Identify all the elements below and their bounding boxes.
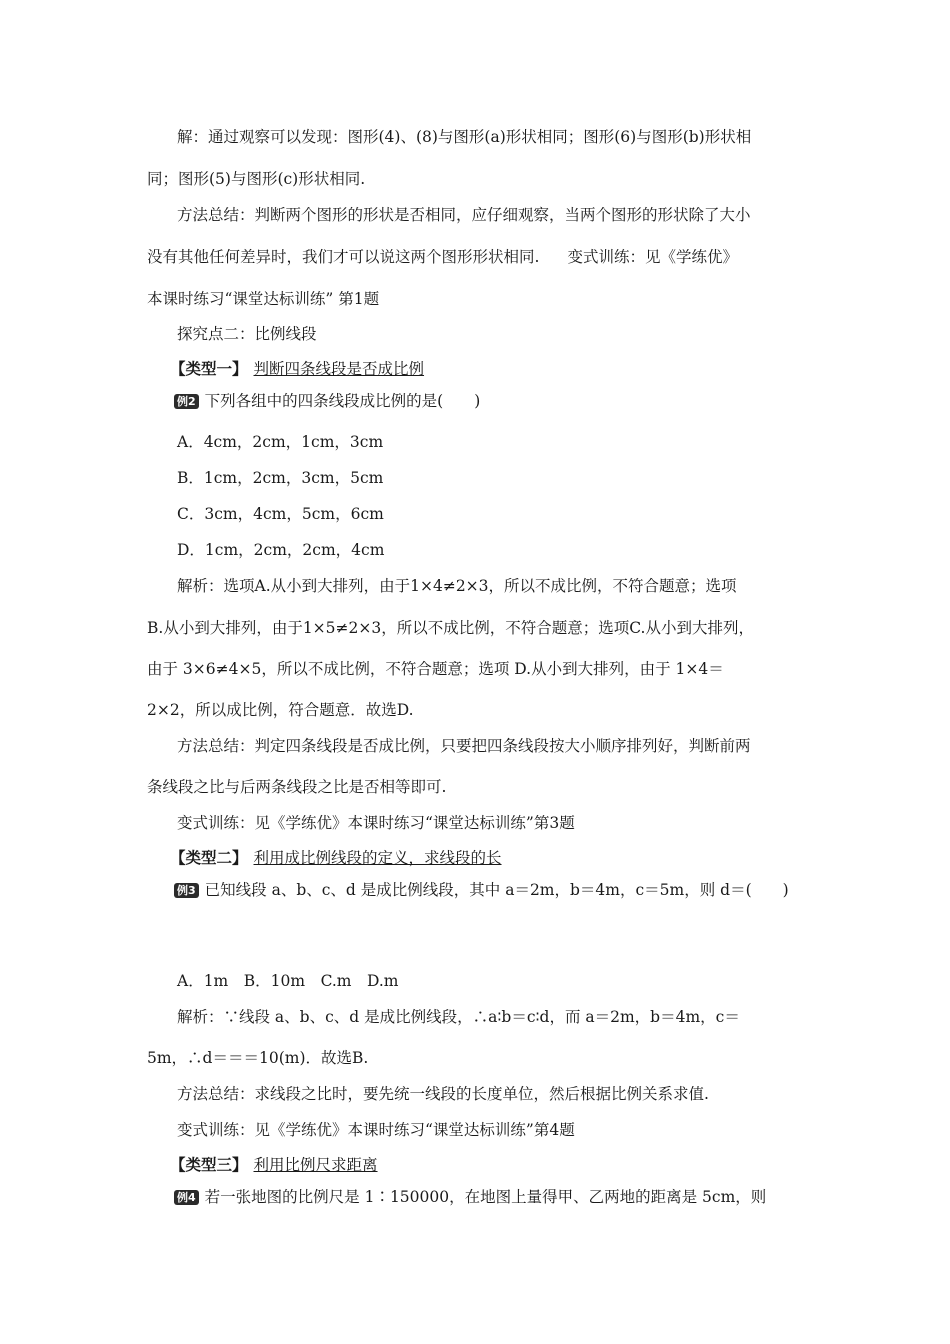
- type-2-heading: [170, 848, 840, 868]
- example-label: 例2: [174, 394, 199, 409]
- example-label: 例3: [174, 883, 199, 898]
- variant-training-line: 本课时练习“课堂达标训练” 第1题: [147, 290, 380, 308]
- option-d: D．1cm，2cm，2cm，4cm: [177, 541, 385, 559]
- example-2-question: [174, 391, 844, 411]
- method-summary-line-1: 方法总结：判断两个图形的形状是否相同，应仔细观察，当两个图形的形状除了大小: [177, 206, 751, 224]
- option-b: B．1cm，2cm，3cm，5cm: [177, 469, 384, 487]
- section-heading: 探究点二：比例线段: [177, 325, 317, 343]
- type-tag: 【类型一】: [170, 359, 248, 378]
- option-c: C．3cm，4cm，5cm，6cm: [177, 505, 384, 523]
- variant-training-text: 变式训练：见《学练优》: [567, 248, 738, 266]
- analysis-line-1: 解析：选项A.从小到大排列，由于1×4≠2×3，所以不成比例，不符合题意；选项: [177, 577, 737, 595]
- question-text: 若一张地图的比例尺是 1∶150000，在地图上量得甲、乙两地的距离是 5cm，则: [204, 1188, 767, 1206]
- question-text: 下列各组中的四条线段成比例的是( ): [204, 392, 481, 410]
- analysis-line-3: 由于 3×6≠4×5，所以不成比例，不符合题意；选项 D.从小到大排列，由于 1×4＝: [147, 660, 724, 678]
- example-3-question: [174, 880, 844, 900]
- example-label: 例4: [174, 1190, 199, 1205]
- type-tag: 【类型三】: [170, 1155, 248, 1174]
- analysis-line-1: 解析：∵线段 a、b、c、d 是成比例线段，∴a∶b＝c∶d，而 a＝2m，b＝4m，c＝: [177, 1008, 740, 1026]
- analysis-line-4: 2×2，所以成比例，符合题意．故选D.: [147, 701, 414, 719]
- solution-line-1: 解：通过观察可以发现：图形(4)、(8)与图形(a)形状相同；图形(6)与图形(b)形状相: [177, 128, 752, 146]
- method-summary-line-2: 条线段之比与后两条线段之比是否相等即可.: [147, 778, 447, 796]
- method-summary-text: 没有其他任何差异时，我们才可以说这两个图形形状相同.: [147, 248, 540, 266]
- analysis-line-2: 5m，∴d＝＝＝10(m)．故选B.: [147, 1049, 369, 1067]
- question-text: 已知线段 a、b、c、d 是成比例线段，其中 a＝2m，b＝4m，c＝5m，则 d＝( ): [204, 881, 789, 899]
- analysis-line-2: B.从小到大排列，由于1×5≠2×3，所以不成比例，不符合题意；选项C.从小到大排列，: [147, 619, 754, 637]
- solution-line-2: 同；图形(5)与图形(c)形状相同.: [147, 170, 366, 188]
- option-a: A．4cm，2cm，1cm，3cm: [177, 433, 384, 451]
- method-summary-line: 方法总结：求线段之比时，要先统一线段的长度单位，然后根据比例关系求值.: [177, 1085, 709, 1103]
- variant-training-line: 变式训练：见《学练优》本课时练习“课堂达标训练”第3题: [177, 814, 575, 832]
- variant-training-line: 变式训练：见《学练优》本课时练习“课堂达标训练”第4题: [177, 1121, 575, 1139]
- type-title: 利用成比例线段的定义，求线段的长: [253, 849, 502, 867]
- type-tag: 【类型二】: [170, 848, 248, 867]
- example-4-question: [174, 1187, 844, 1207]
- method-summary-line-2: [147, 247, 817, 267]
- type-title: 判断四条线段是否成比例: [253, 360, 425, 378]
- type-1-heading: [170, 359, 840, 379]
- method-summary-line-1: 方法总结：判定四条线段是否成比例，只要把四条线段按大小顺序排列好，判断前两: [177, 737, 751, 755]
- example-3-options: A．1m B．10m C.m D.m: [177, 972, 399, 990]
- type-title: 利用比例尺求距离: [253, 1156, 378, 1174]
- type-3-heading: [170, 1155, 840, 1175]
